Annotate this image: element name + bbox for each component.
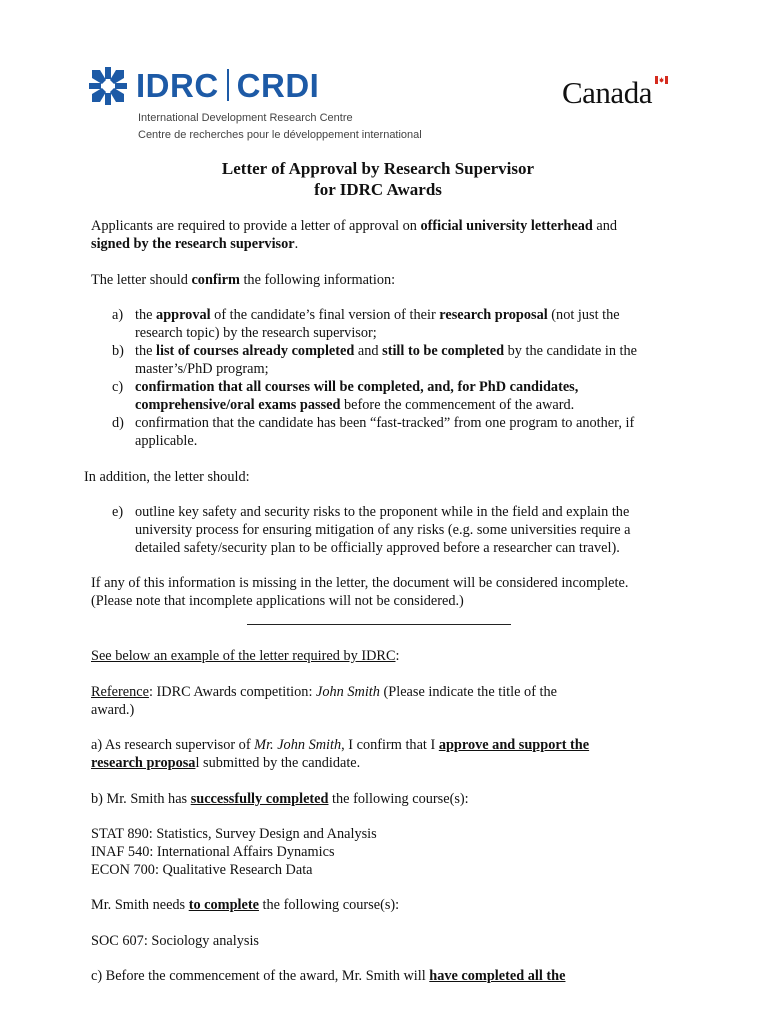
para-a-line1: a) As research supervisor of Mr. John Smith, I confirm that I approve and support the [91, 737, 590, 753]
reference-line1: Reference: IDRC Awards competition: John Smith (Please indicate the title of the [91, 684, 557, 700]
item-b-line1: the list of courses already completed and still to be completed by the candidate in the [135, 343, 638, 359]
intro-line2: signed by the research supervisor. [91, 236, 299, 252]
canada-wordmark: Canada [562, 75, 652, 110]
item-b-label: b) [112, 343, 124, 359]
idrc-crdi-wordmark [136, 66, 319, 106]
course-done-3: ECON 700: Qualitative Research Data [91, 862, 313, 878]
item-d-label: d) [112, 415, 124, 431]
item-e-line3: detailed safety/security plan to be officially approved before a researcher can travel). [135, 540, 620, 556]
course-todo-1: SOC 607: Sociology analysis [91, 933, 259, 949]
item-a-line1: the approval of the candidate’s final version of their research proposal (not just the [135, 307, 620, 323]
item-d-line2: applicable. [135, 433, 198, 449]
item-a-line2: research topic) by the research supervisor; [135, 325, 377, 341]
para-a-line2: research proposal submitted by the candidate. [91, 755, 361, 771]
item-e-line2: university process for ensuring mitigation of any risks (e.g. some universities require a [135, 522, 631, 538]
item-e-line1: outline key safety and security risks to the proponent while in the field and explain the [135, 504, 630, 520]
item-b-line2: master’s/PhD program; [135, 361, 269, 377]
section-divider [247, 624, 511, 625]
org-name-en: International Development Research Centre [138, 112, 353, 124]
logo-idrc: IDRC [136, 67, 219, 104]
missing-line1: If any of this information is missing in the letter, the document will be considered incomplete. [91, 575, 629, 591]
item-e-label: e) [112, 504, 124, 520]
org-name-fr: Centre de recherches pour le développement international [138, 129, 422, 141]
example-heading: See below an example of the letter required by IDRC: [91, 648, 400, 664]
needs-line: Mr. Smith needs to complete the following course(s): [91, 897, 400, 913]
document-title-line1: Letter of Approval by Research Supervisor [221, 159, 535, 178]
reference-line2: award.) [91, 702, 135, 718]
addition-text: In addition, the letter should: [84, 469, 250, 485]
canada-flag-icon [655, 76, 668, 84]
item-d-line1: confirmation that the candidate has been “fast-tracked” from one program to another, if [135, 415, 635, 431]
item-c-label: c) [112, 379, 124, 395]
intro-line1: Applicants are required to provide a letter of approval on official university letterhead and [91, 218, 618, 234]
logo-divider [227, 69, 229, 101]
idrc-logo-icon [88, 66, 128, 106]
item-c-line2: comprehensive/oral exams passed before the commencement of the award. [135, 397, 575, 413]
logo-crdi: CRDI [236, 67, 320, 104]
course-done-1: STAT 890: Statistics, Survey Design and Analysis [91, 826, 377, 842]
para-c: c) Before the commencement of the award, Mr. Smith will have completed all the [91, 968, 566, 984]
document-title-line2: for IDRC Awards [314, 180, 442, 199]
missing-line2: (Please note that incomplete applications will not be considered.) [91, 593, 464, 609]
para-b: b) Mr. Smith has successfully completed the following course(s): [91, 791, 469, 807]
item-c-line1: confirmation that all courses will be completed, and, for PhD candidates, [135, 379, 579, 395]
course-done-2: INAF 540: International Affairs Dynamics [91, 844, 335, 860]
item-a-label: a) [112, 307, 124, 323]
confirm-intro: The letter should confirm the following information: [91, 272, 396, 288]
